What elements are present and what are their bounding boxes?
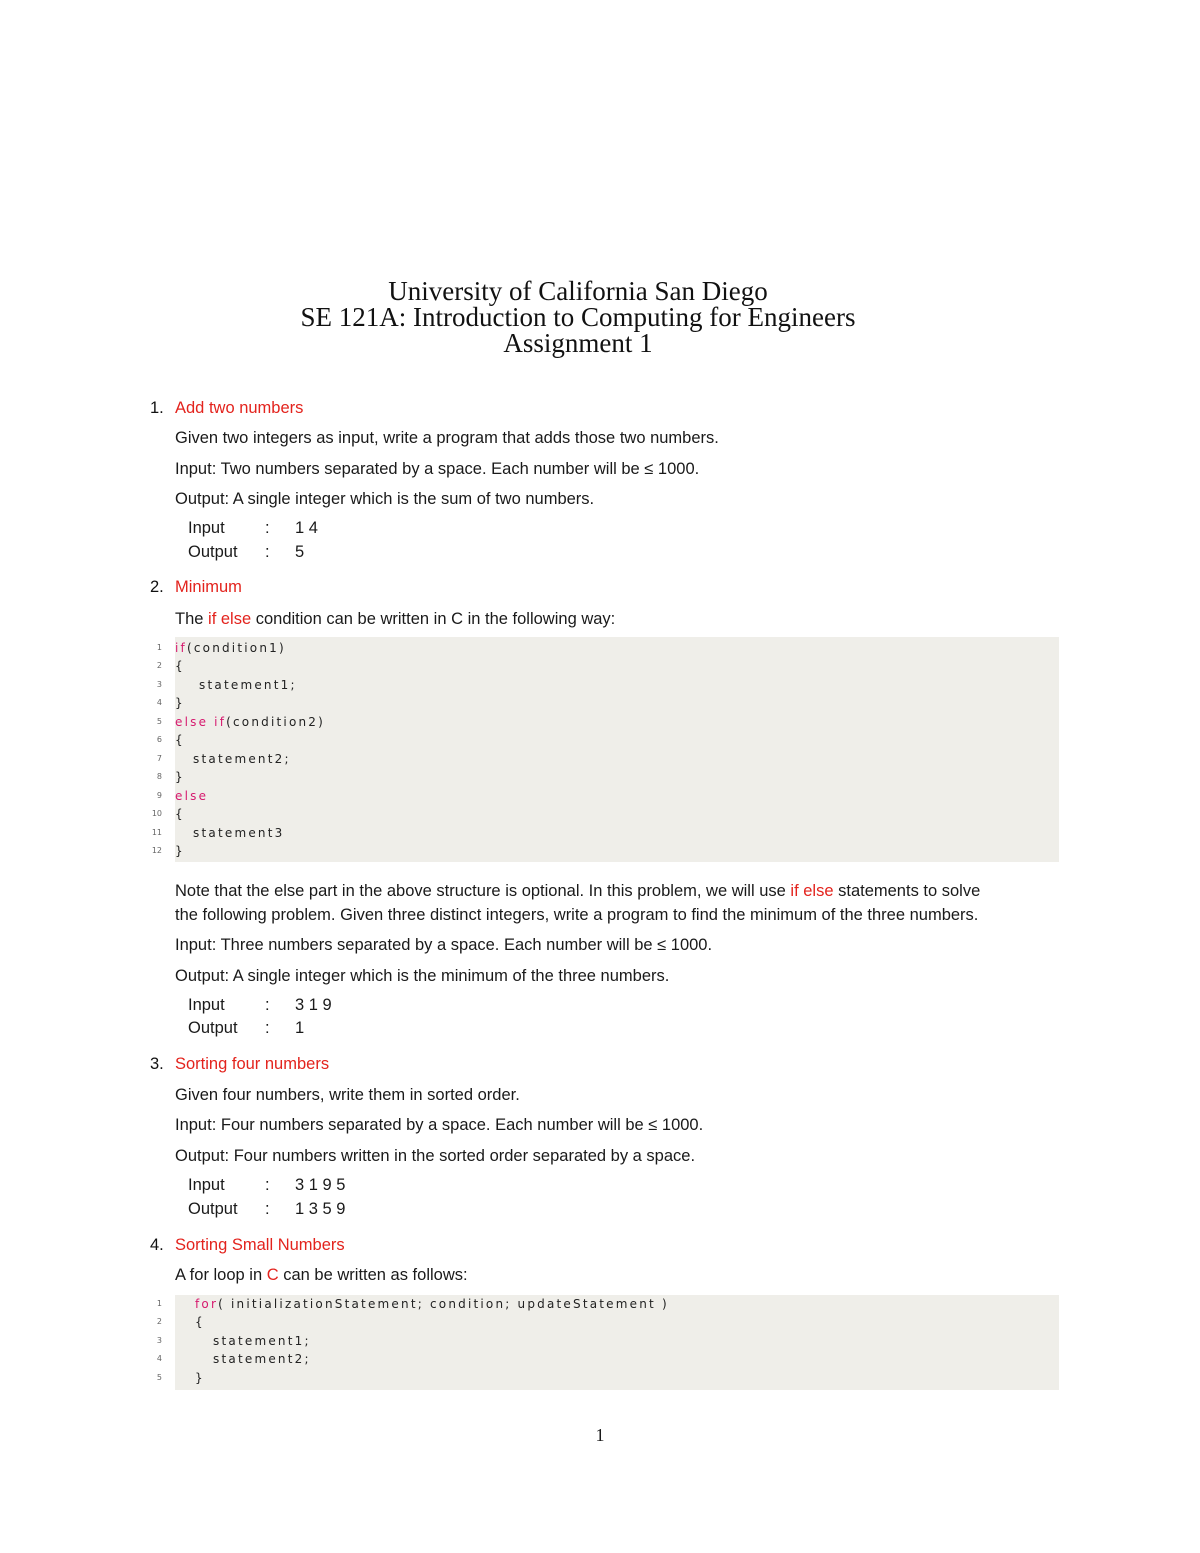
code-block-if-else: [151, 637, 1059, 862]
code-line: [156, 1295, 669, 1313]
line-number: 1: [156, 643, 162, 652]
example-input-label: Input: [188, 519, 225, 537]
code-line: [156, 657, 185, 675]
code-text: {: [175, 733, 185, 747]
note-text: Note that the else part in the above structure is optional. In this problem, we will use: [175, 882, 791, 900]
line-number: 2: [156, 1317, 162, 1326]
title-course: SE 121A: Introduction to Computing for Engineers: [300, 302, 856, 332]
problem-number: 4.: [150, 1236, 164, 1254]
code-line: [156, 1369, 205, 1387]
intro-text: condition can be written in C in the following way:: [251, 610, 616, 628]
problem-heading: Add two numbers: [175, 399, 304, 417]
code-keyword: for: [195, 1297, 219, 1311]
line-number: 9: [156, 791, 162, 800]
intro-keyword: C: [266, 1266, 279, 1284]
output-spec: Output: A single integer which is the minimum of the three numbers.: [175, 967, 670, 985]
note-text: statements to solve: [833, 882, 981, 900]
problem-number: 3.: [150, 1055, 164, 1073]
example-output-label: Output: [188, 1200, 238, 1218]
problem-heading: Minimum: [175, 578, 242, 596]
code-text: statement2;: [175, 752, 291, 766]
code-text: {: [175, 659, 185, 673]
code-text: statement1;: [195, 1334, 311, 1348]
line-number: 8: [156, 772, 162, 781]
line-number: 3: [156, 680, 162, 689]
code-line: [156, 787, 209, 805]
example-input-label: Input: [188, 1176, 225, 1194]
code-text: statement3: [175, 826, 285, 840]
code-line: [156, 713, 326, 731]
code-keyword: if: [175, 641, 187, 655]
example-input-value: 3 1 9: [295, 996, 332, 1014]
code-line: [151, 842, 185, 860]
line-number: 11: [151, 828, 162, 837]
code-line: [156, 1313, 205, 1331]
code-text: ( initializationStatement; condition; updateStatement ): [218, 1297, 669, 1311]
code-keyword: else if: [175, 715, 227, 729]
code-text: }: [175, 696, 185, 710]
code-keyword: else: [175, 789, 209, 803]
code-line: [156, 750, 291, 768]
code-text: statement1;: [175, 678, 297, 692]
intro-text: can be written as follows:: [278, 1266, 468, 1284]
line-number: 7: [156, 754, 162, 763]
problem-intro: [175, 1265, 468, 1285]
code-text: }: [175, 844, 185, 858]
code-block-for-loop: [156, 1295, 1059, 1390]
problem-description: Given two integers as input, write a program that adds those two numbers.: [175, 429, 719, 447]
input-spec: Input: Four numbers separated by a space. Each number will be ≤ 1000.: [175, 1116, 704, 1134]
line-number: 5: [156, 1373, 162, 1382]
title-university: University of California San Diego: [388, 276, 768, 306]
title-assignment: Assignment 1: [503, 328, 653, 358]
example-separator: :: [265, 1019, 270, 1037]
example-output-label: Output: [188, 543, 238, 561]
example-input-label: Input: [188, 996, 225, 1014]
code-text: }: [175, 770, 185, 784]
code-line: [156, 731, 185, 749]
line-number: 4: [156, 698, 162, 707]
intro-text: A for loop in: [175, 1266, 267, 1284]
input-spec: Input: Three numbers separated by a space. Each number will be ≤ 1000.: [175, 936, 713, 954]
code-line: [156, 676, 297, 694]
problem-heading: Sorting Small Numbers: [175, 1236, 345, 1254]
example-output-value: 1 3 5 9: [295, 1200, 346, 1218]
example-input-value: 1 4: [295, 519, 318, 537]
example-separator: :: [265, 543, 270, 561]
code-line: [156, 694, 185, 712]
problem-note: [175, 881, 980, 901]
code-line: [156, 1332, 311, 1350]
line-number: 1: [156, 1299, 162, 1308]
note-keyword: if else: [790, 882, 834, 900]
example-output-value: 5: [295, 543, 305, 561]
line-number: 2: [156, 661, 162, 670]
line-number: 6: [156, 735, 162, 744]
problem-description: Given four numbers, write them in sorted order.: [175, 1086, 520, 1104]
code-text: {: [195, 1315, 205, 1329]
code-text: {: [175, 807, 185, 821]
problem-intro: [175, 609, 615, 629]
code-line: [156, 639, 286, 657]
line-number: 5: [156, 717, 162, 726]
example-input-value: 3 1 9 5: [295, 1176, 346, 1194]
example-separator: :: [265, 1176, 270, 1194]
problem-number: 2.: [150, 578, 164, 596]
example-separator: :: [265, 519, 270, 537]
line-number: 12: [151, 846, 162, 855]
page-number: 1: [595, 1425, 605, 1445]
problem-note-line2: the following problem. Given three distinct integers, write a program to find the minimum of the three numbers.: [175, 906, 979, 924]
code-line: [151, 805, 185, 823]
code-line: [156, 768, 185, 786]
code-text: }: [195, 1371, 205, 1385]
line-number: 10: [151, 809, 162, 818]
output-spec: Output: A single integer which is the sum of two numbers.: [175, 490, 595, 508]
code-text: (condition1): [186, 641, 286, 655]
line-number: 4: [156, 1354, 162, 1363]
problem-number: 1.: [150, 399, 164, 417]
code-line: [151, 824, 285, 842]
document-title: [0, 278, 1156, 356]
example-output-value: 1: [295, 1019, 305, 1037]
example-separator: :: [265, 996, 270, 1014]
example-separator: :: [265, 1200, 270, 1218]
line-number: 3: [156, 1336, 162, 1345]
code-line: [156, 1350, 311, 1368]
output-spec: Output: Four numbers written in the sorted order separated by a space.: [175, 1147, 696, 1165]
input-spec: Input: Two numbers separated by a space. Each number will be ≤ 1000.: [175, 460, 700, 478]
code-text: statement2;: [195, 1352, 311, 1366]
example-output-label: Output: [188, 1019, 238, 1037]
intro-text: The: [175, 610, 209, 628]
problem-heading: Sorting four numbers: [175, 1055, 330, 1073]
code-text: (condition2): [226, 715, 326, 729]
intro-keyword: if else: [208, 610, 252, 628]
